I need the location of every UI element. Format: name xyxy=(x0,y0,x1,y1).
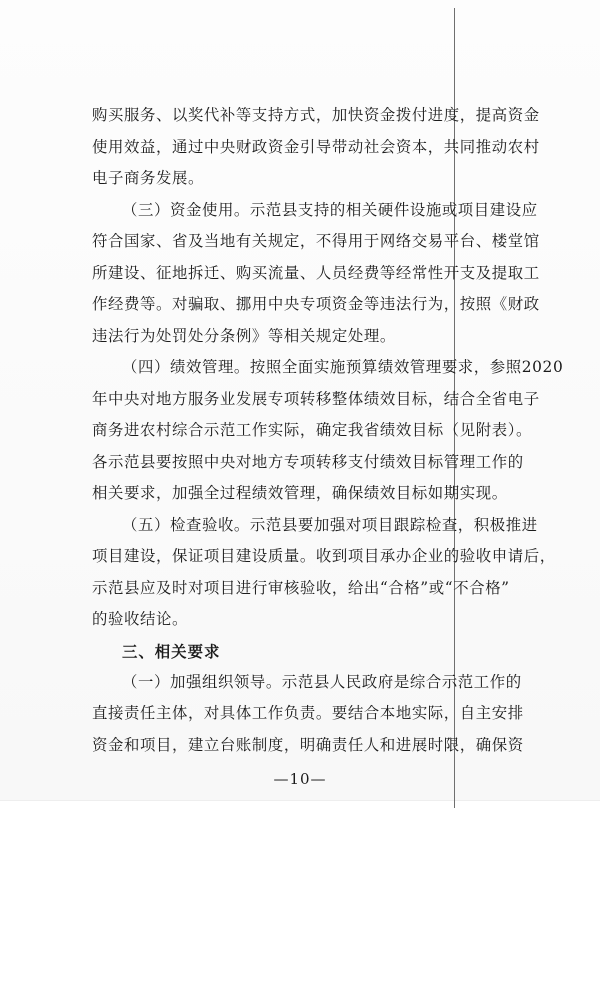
body-line: 电子商务发展。 xyxy=(92,169,204,187)
body-line: （五）检查验收。示范县要加强对项目跟踪检查，积极推进 xyxy=(122,516,538,534)
body-line: 所建设、征地拆迁、购买流量、人员经费等经常性开支及提取工 xyxy=(92,264,540,282)
body-line: 项目建设，保证项目建设质量。收到项目承办企业的验收申请后， xyxy=(92,547,556,565)
body-line: （三）资金使用。示范县支持的相关硬件设施或项目建设应 xyxy=(122,201,538,219)
body-line: 购买服务、以奖代补等支持方式，加快资金拨付进度，提高资金 xyxy=(92,106,540,124)
sheet-edge xyxy=(0,800,600,801)
body-line: 各示范县要按照中央对地方专项转移支付绩效目标管理工作的 xyxy=(92,453,524,471)
body-line: 示范县应及时对项目进行审核验收，给出“合格”或“不合格” xyxy=(92,579,510,597)
body-line: 直接责任主体，对具体工作负责。要结合本地实际，自主安排 xyxy=(92,704,524,722)
body-line: 符合国家、省及当地有关规定，不得用于网络交易平台、楼堂馆 xyxy=(92,232,540,250)
page-number: —10— xyxy=(273,770,327,788)
body-line: 使用效益，通过中央财政资金引导带动社会资本，共同推动农村 xyxy=(92,138,540,156)
body-line: 作经费等。对骗取、挪用中央专项资金等违法行为，按照《财政 xyxy=(92,295,540,313)
body-line: 违法行为处罚处分条例》等相关规定处理。 xyxy=(92,327,396,345)
body-line: 商务进农村综合示范工作实际，确定我省绩效目标（见附表）。 xyxy=(92,421,533,439)
body-line: 年中央对地方服务业发展专项转移整体绩效目标，结合全省电子 xyxy=(92,390,540,408)
body-line: 资金和项目，建立台账制度，明确责任人和进展时限，确保资 xyxy=(92,736,524,754)
body-line: 的验收结论。 xyxy=(92,610,188,628)
body-line: 相关要求，加强全过程绩效管理，确保绩效目标如期实现。 xyxy=(92,484,508,502)
section-heading: 三、相关要求 xyxy=(122,643,221,661)
body-line: （四）绩效管理。按照全面实施预算绩效管理要求，参照2020 xyxy=(122,358,564,376)
body-line: （一）加强组织领导。示范县人民政府是综合示范工作的 xyxy=(122,673,522,691)
